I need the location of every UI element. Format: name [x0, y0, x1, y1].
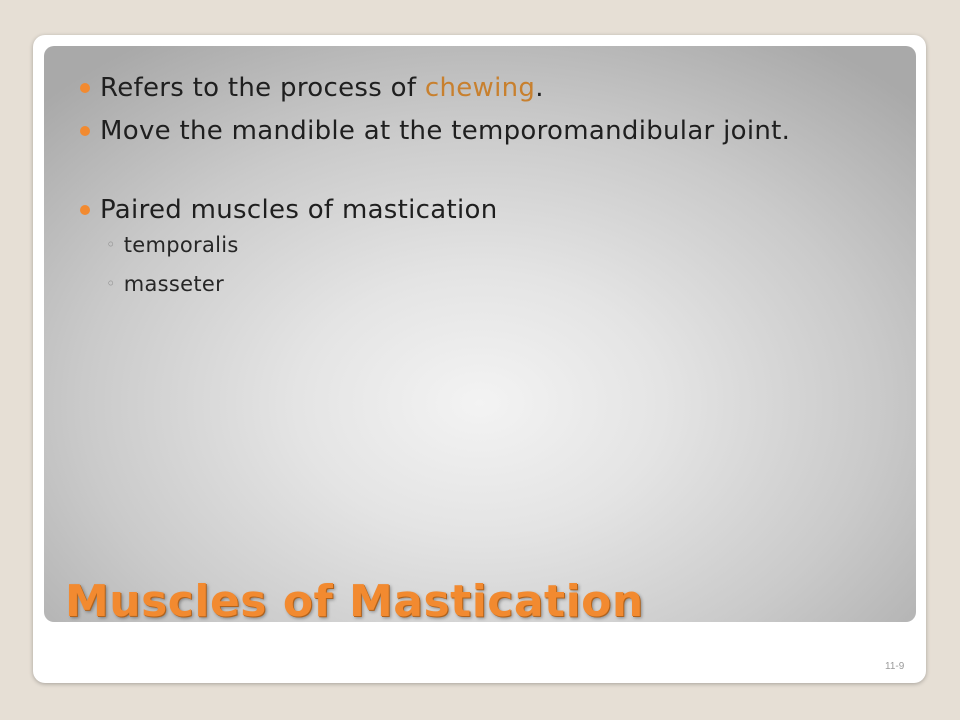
- sub-item-text: temporalis: [123, 233, 239, 257]
- bullet-item: [100, 68, 544, 108]
- content-panel: [44, 46, 916, 622]
- bullet-text: Move the mandible at the temporomandibular joint.: [100, 116, 791, 146]
- chewing-link[interactable]: chewing: [424, 73, 536, 103]
- hollow-circle-icon: ◦: [106, 274, 116, 293]
- sub-list-item: [106, 269, 224, 301]
- bullet-dot-icon: [80, 83, 90, 93]
- bullet-text: Paired muscles of mastication: [100, 195, 498, 225]
- bullet-dot-icon: [80, 205, 90, 215]
- sub-list-item: [106, 230, 239, 262]
- slide-number: 11-9: [885, 661, 905, 672]
- bullet-item: [100, 111, 860, 151]
- slide-title: Muscles of Mastication: [65, 576, 644, 622]
- sub-item-text: masseter: [123, 272, 225, 296]
- bullet-text: Refers to the process of: [100, 73, 425, 103]
- bullet-item: [100, 190, 498, 230]
- bullet-dot-icon: [80, 126, 90, 136]
- hollow-circle-icon: ◦: [106, 235, 116, 254]
- bullet-text-end: .: [535, 73, 544, 103]
